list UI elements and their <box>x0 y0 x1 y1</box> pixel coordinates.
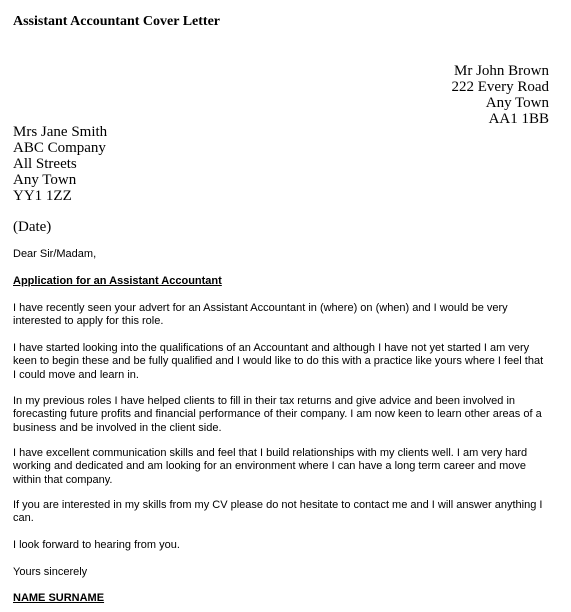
sign-off: Yours sincerely <box>13 566 88 578</box>
body-paragraph <box>13 539 565 552</box>
body-paragraph <box>13 302 565 329</box>
salutation: Dear Sir/Madam, <box>13 248 97 260</box>
recipient-postcode: YY1 1ZZ <box>13 188 72 204</box>
paragraph-line: In my previous roles I have helped clients to fill in their tax returns and give advice and been involved in <box>13 395 516 407</box>
paragraph-line: I have recently seen your advert for an Assistant Accountant in (where) on (when) and I would be very <box>13 302 508 314</box>
sender-street: 222 Every Road <box>451 79 549 95</box>
paragraph-line: business and be involved in the client side. <box>13 421 222 434</box>
recipient-company: ABC Company <box>13 140 106 156</box>
document-title: Assistant Accountant Cover Letter <box>13 14 220 29</box>
body-paragraph <box>13 342 565 382</box>
body-paragraph <box>13 395 565 435</box>
sender-address <box>452 63 549 127</box>
letter-date: (Date) <box>13 219 52 235</box>
paragraph-line: I have excellent communication skills and feel that I build relationships with my clients well. I am very hard <box>13 447 528 459</box>
recipient-address <box>13 124 107 204</box>
recipient-town: Any Town <box>13 172 77 188</box>
paragraph-line: keen to begin these and be fully qualified and I would like to do this with a practice like yours where I feel that <box>13 355 544 368</box>
paragraph-line: within that company. <box>13 473 113 486</box>
signature-name: NAME SURNAME <box>13 592 105 604</box>
subject-line: Application for an Assistant Accountant <box>13 275 222 287</box>
body-paragraph <box>13 447 565 487</box>
recipient-street: All Streets <box>13 156 77 172</box>
sender-town: Any Town <box>485 95 549 111</box>
paragraph-line: forecasting future profits and financial performance of their company. I am now keen to learn other areas of a <box>13 408 542 421</box>
paragraph-line: interested to apply for this role. <box>13 315 164 328</box>
paragraph-line: I look forward to hearing from you. <box>13 539 180 551</box>
sender-postcode: AA1 1BB <box>488 111 549 127</box>
recipient-name: Mrs Jane Smith <box>13 124 108 140</box>
paragraph-line: I could move and learn in. <box>13 368 139 381</box>
paragraph-line: I have started looking into the qualifications of an Accountant and although I have not yet started I am very <box>13 342 530 354</box>
body-paragraph <box>13 499 565 526</box>
paragraph-line: If you are interested in my skills from my CV please do not hesitate to contact me and I will answer anything I <box>13 499 543 511</box>
paragraph-line: working and dedicated and am looking for an environment where I can have a long term career and move <box>13 460 527 473</box>
sender-name: Mr John Brown <box>453 63 549 79</box>
paragraph-line: can. <box>13 512 34 525</box>
